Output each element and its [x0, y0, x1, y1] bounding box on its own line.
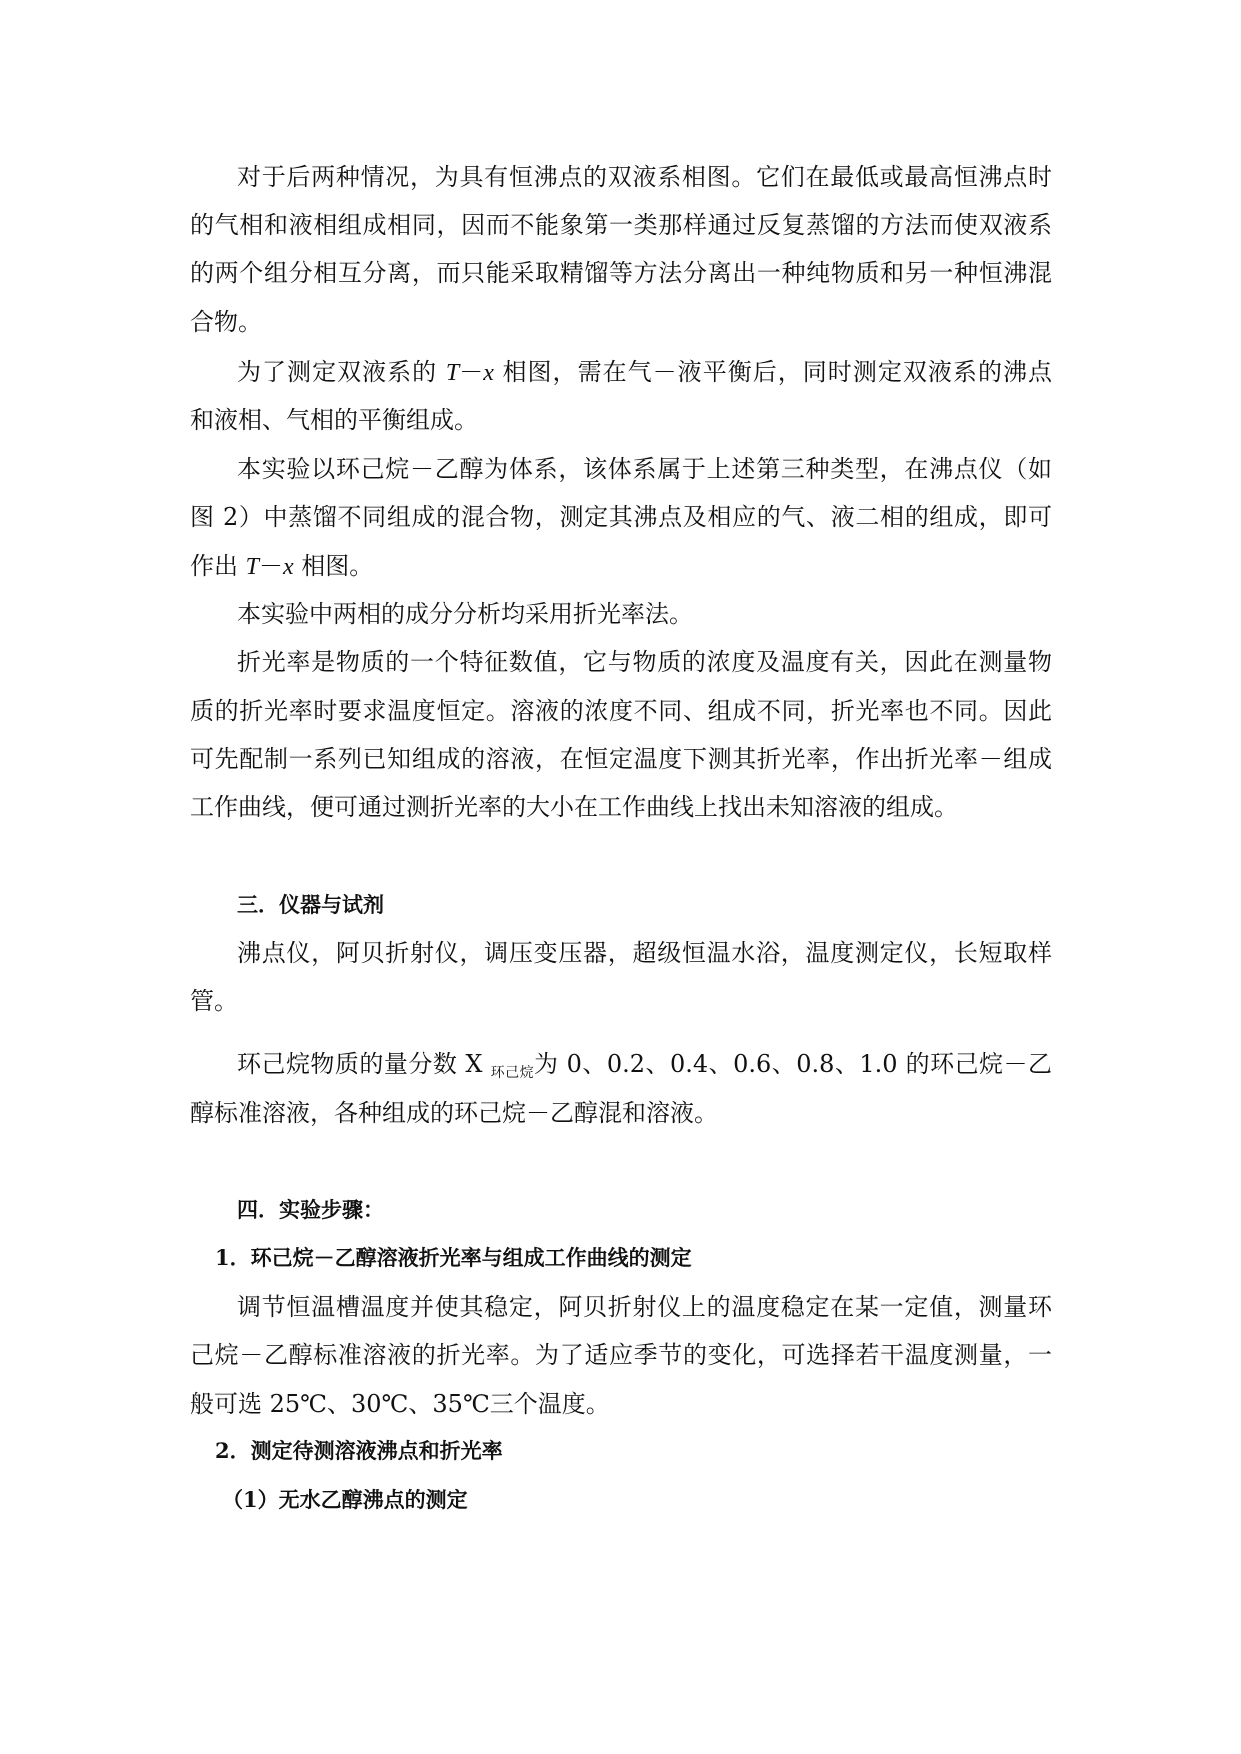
text-line: 图 2）中蒸馏不同组成的混合物，测定其沸点及相应的气、液二相的组成，即可: [190, 503, 1052, 531]
subscript: 环己烷: [490, 1065, 535, 1081]
text-line: 己烷－乙醇标准溶液的折光率。为了适应季节的变化，可选择若干温度测量，一: [190, 1341, 1052, 1369]
text-line: 的两个组分相互分离，而只能采取精馏等方法分离出一种纯物质和另一种恒沸混: [190, 259, 1052, 287]
dash: －: [459, 358, 484, 386]
text-line: 本实验以环己烷－乙醇为体系，该体系属于上述第三种类型，在沸点仪（如: [237, 455, 1052, 483]
section-heading: 三．仪器与试剂: [237, 892, 384, 917]
text-line: 管。: [190, 987, 238, 1015]
text-segment: 相图。: [293, 552, 374, 580]
variable-t: T: [245, 554, 259, 580]
subsection-heading: 1．环己烷－乙醇溶液折光率与组成工作曲线的测定: [215, 1245, 692, 1270]
text-line: [237, 348, 1052, 396]
text-line: 质的折光率时要求温度恒定。溶液的浓度不同、组成不同，折光率也不同。因此: [190, 697, 1052, 725]
section-heading: 四．实验步骤：: [237, 1197, 384, 1222]
text-line: 的气相和液相组成相同，因而不能象第一类那样通过反复蒸馏的方法而使双液系: [190, 211, 1052, 239]
text-segment: 为 0、0.2、0.4、0.6、0.8、1.0 的环己烷－乙: [534, 1050, 1052, 1078]
dash: －: [259, 552, 283, 580]
variable-x: x: [483, 360, 494, 386]
text-line: 可先配制一系列已知组成的溶液，在恒定温度下测其折光率，作出折光率－组成: [190, 745, 1052, 773]
text-line: 沸点仪，阿贝折射仪，调压变压器，超级恒温水浴，温度测定仪，长短取样: [237, 939, 1052, 967]
sub-subsection-heading: （1）无水乙醇沸点的测定: [222, 1487, 468, 1512]
text-line: 般可选 25℃、30℃、35℃三个温度。: [190, 1390, 610, 1418]
text-line: 和液相、气相的平衡组成。: [190, 406, 478, 434]
text-line: 合物。: [190, 308, 262, 336]
text-line: 醇标准溶液，各种组成的环己烷－乙醇混和溶液。: [190, 1099, 718, 1127]
text-line: [237, 1040, 1052, 1088]
text-segment: 作出: [190, 552, 246, 580]
text-line: 本实验中两相的成分分析均采用折光率法。: [237, 600, 693, 628]
text-line: 折光率是物质的一个特征数值，它与物质的浓度及温度有关，因此在测量物: [237, 648, 1052, 676]
text-line: 调节恒温槽温度并使其稳定，阿贝折射仪上的温度稳定在某一定值，测量环: [237, 1293, 1052, 1321]
text-line: 对于后两种情况，为具有恒沸点的双液系相图。它们在最低或最高恒沸点时: [237, 163, 1052, 191]
text-line: 工作曲线，便可通过测折光率的大小在工作曲线上找出未知溶液的组成。: [190, 793, 958, 821]
variable-t: T: [445, 360, 460, 386]
text-segment: 相图，需在气－液平衡后，同时测定双液系的沸点: [493, 358, 1052, 386]
text-line: [190, 542, 1052, 590]
text-segment: 环己烷物质的量分数 X: [237, 1050, 491, 1078]
subsection-heading: 2．测定待测溶液沸点和折光率: [215, 1438, 503, 1463]
variable-x: x: [283, 554, 294, 580]
text-segment: 为了测定双液系的: [237, 358, 446, 386]
